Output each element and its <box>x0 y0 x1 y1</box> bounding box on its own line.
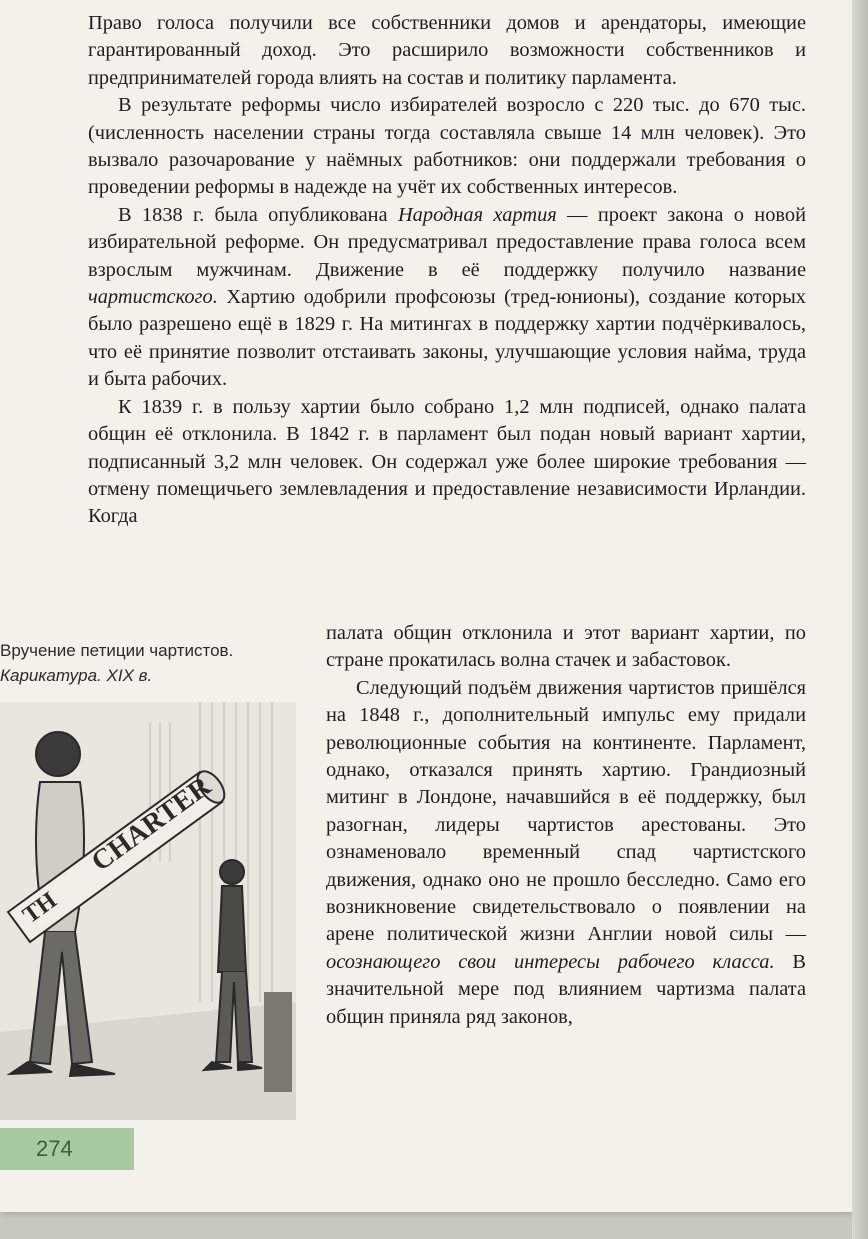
caricature-drawing <box>0 702 296 1120</box>
page-edge <box>852 0 868 1239</box>
paragraph-3: В 1838 г. была опубликована Народная хартия — проект закона о новой избирательной реформе. Он предусматривал предоставление права голоса всем взрослым мужчинам. Движение в её поддержку получило название чартистского. Хартию одобрили профсоюзы (тред-юнионы), создание которых было разрешено ещё в 1829 г. На митингах в поддержку хартии подчёркивалось, что её принятие позволит отстаивать законы, улучшающие условия найма, труда и быта рабочих. <box>88 203 807 391</box>
banner-text: CHARTER <box>85 770 217 878</box>
paragraph-4-continued: палата общин отклонила и этот вариант хартии, по стране прокатилась волна стачек и забастовок. <box>326 622 806 672</box>
term-peoples-charter: Народная хартия <box>397 203 557 226</box>
paragraph-1: Право голоса получили все собственники домов и арендаторы, имеющие гарантированный доход. Это расширило возможности собственников и предпринимателей города влиять на состав и политику парламента. <box>88 12 806 89</box>
paragraph-5: Следующий подъём движения чартистов пришёлся на 1848 г., дополнительный импульс ему придали революционные события на континенте. Парламент, однако, отказался принять хартию. Грандиозный митинг в Лондоне, начавшийся в её поддержку, был разогнан, лидеры чартистов арестованы. Это ознаменовало временный спад чартистского движения, однако оно не прошло бесследно. Само его возникновение свидетельствовало о появлении на арене политической жизни Англии новой силы — осознающего свои интересы рабочего класса. В значительной мере под влиянием чартизма палата общин приняла ряд законов, <box>326 676 806 1028</box>
term-working-class: осознающего свои интересы рабочего класса. <box>326 950 775 973</box>
caption-title: Вручение петиции чартистов. <box>0 641 234 660</box>
page-number-tab <box>0 1128 134 1170</box>
page-number: 274 <box>36 1136 73 1161</box>
term-chartist: чартистского. <box>88 286 218 309</box>
paragraph-2: В результате реформы число избирателей возросло с 220 тыс. до 670 тыс. (численность населении страны тогда составляла свыше 14 млн человек). Это вызвало разочарование у наёмных работников: они поддержали требования о проведении реформы в надежде на учёт их собственных интересов. <box>88 94 806 199</box>
banner-prefix: TH <box>18 887 62 929</box>
main-text <box>88 10 806 531</box>
background-hatching <box>150 702 272 1002</box>
paragraph-4: К 1839 г. в пользу хартии было собрано 1,2 млн подписей, однако палата общин её отклонила. В 1842 г. в парламент был подан новый вариант хартии, подписанный 3,2 млн человек. Он содержал уже более широкие требования — отмену помещичьего землевладения и предоставление независимости Ирландии. Когда <box>88 395 806 528</box>
wrapped-text <box>326 620 806 1031</box>
figure-caption <box>0 638 300 688</box>
doorway <box>264 992 292 1092</box>
caption-subtitle: Карикатура. XIX в. <box>0 666 153 685</box>
chartist-petition-illustration <box>0 702 296 1120</box>
